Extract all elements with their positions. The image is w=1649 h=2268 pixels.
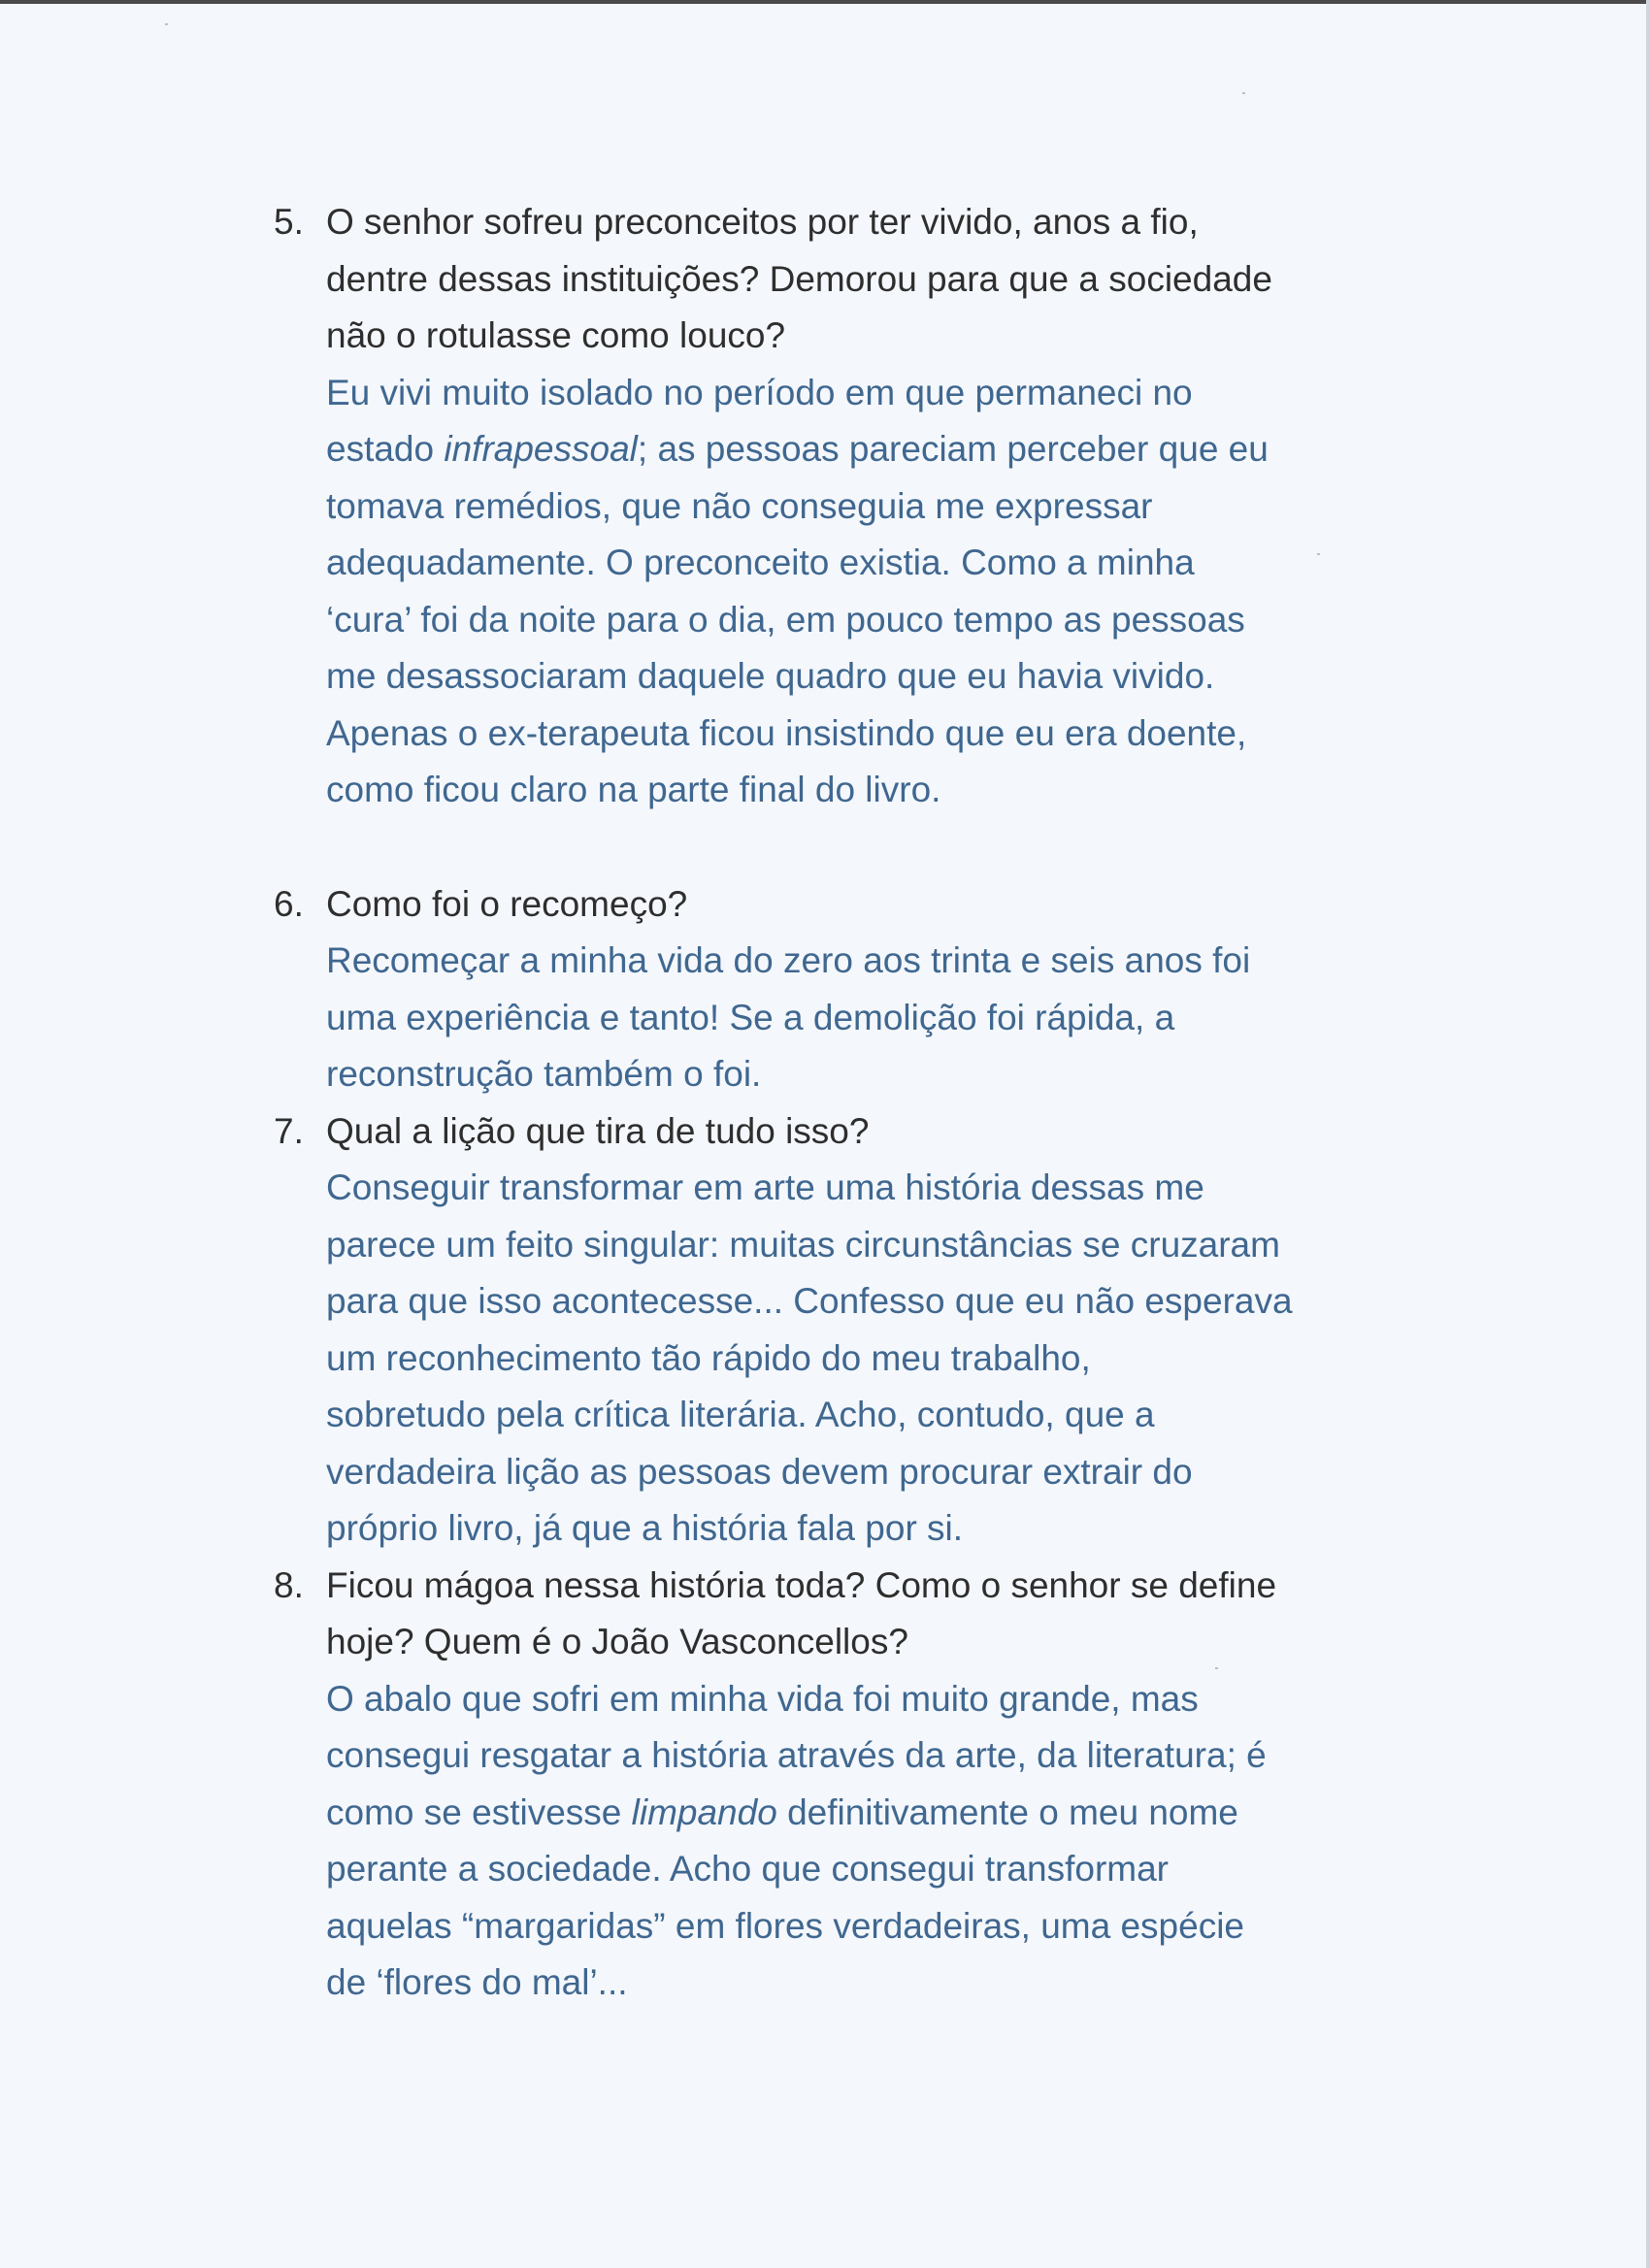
answer-line: Apenas o ex-terapeuta ficou insistindo que eu era doente, [326, 712, 1247, 753]
answer-line: uma experiência e tanto! Se a demolição foi rápida, a [326, 997, 1175, 1037]
question-line: Como foi o recomeço? [326, 883, 688, 924]
paragraph-gap [274, 819, 1400, 876]
item-number: 5. [274, 202, 304, 242]
answer-line: sobretudo pela crítica literária. Acho, contudo, que a [326, 1395, 1155, 1434]
answer-line: Eu vivi muito isolado no período em que permaneci no [326, 372, 1193, 412]
interview-item-7 [274, 1103, 1400, 1558]
item-number: 8. [274, 1564, 304, 1605]
answer-line: ‘cura’ foi da noite para o dia, em pouco tempo as pessoas [326, 599, 1245, 640]
answer-line: estado infrapessoal; as pessoas pareciam perceber que eu [326, 429, 1269, 469]
question-line: O senhor sofreu preconceitos por ter vivido, anos a fio, [326, 202, 1199, 242]
item-number: 6. [274, 883, 304, 924]
answer-line: verdadeira lição as pessoas devem procurar extrair do [326, 1451, 1193, 1492]
answer-line: reconstrução também o foi. [326, 1054, 762, 1094]
answer-line: tomava remédios, que não conseguia me expressar [326, 485, 1153, 526]
answer-line: perante a sociedade. Acho que consegui transformar [326, 1849, 1170, 1889]
question-line: dentre dessas instituições? Demorou para que a sociedade [326, 258, 1272, 299]
scan-top-edge [0, 0, 1649, 4]
answer-line: parece um feito singular: muitas circunstâncias se cruzaram [326, 1224, 1280, 1265]
interview-item-8 [274, 1558, 1400, 2012]
scan-speck [1242, 92, 1245, 94]
answer-line: como ficou claro na parte final do livro. [326, 770, 941, 809]
answer-line: consegui resgatar a história através da arte, da literatura; é [326, 1735, 1267, 1775]
answer-line: Recomeçar a minha vida do zero aos trinta e seis anos foi [326, 940, 1251, 980]
italic-term: limpando [631, 1791, 777, 1832]
answer-line: um reconhecimento tão rápido do meu trabalho, [326, 1337, 1091, 1378]
answer-line: aquelas “margaridas” em flores verdadeiras, uma espécie [326, 1905, 1244, 1946]
answer-line: Conseguir transformar em arte uma história dessas me [326, 1167, 1204, 1207]
interview-item-5 [274, 194, 1400, 819]
answer-line: adequadamente. O preconceito existia. Como a minha [326, 542, 1195, 582]
question-line: hoje? Quem é o João Vasconcellos? [326, 1622, 908, 1661]
question-line: Qual a lição que tira de tudo isso? [326, 1110, 870, 1151]
scan-speck [165, 23, 168, 25]
answer-line: O abalo que sofri em minha vida foi muito grande, mas [326, 1678, 1199, 1719]
answer-line: próprio livro, já que a história fala por si. [326, 1508, 964, 1548]
answer-line: de ‘flores do mal’... [326, 1962, 628, 2002]
interview-text [274, 194, 1400, 2012]
answer-line: me desassociaram daquele quadro que eu havia vivido. [326, 656, 1215, 696]
italic-term: infrapessoal [444, 429, 638, 469]
answer-line: para que isso acontecesse... Confesso que eu não esperava [326, 1281, 1293, 1321]
item-number: 7. [274, 1110, 304, 1151]
answer-line: como se estivesse limpando definitivamente o meu nome [326, 1791, 1238, 1832]
question-line: não o rotulasse como louco? [326, 315, 786, 355]
question-line: Ficou mágoa nessa história toda? Como o senhor se define [326, 1564, 1277, 1605]
interview-item-6 [274, 876, 1400, 1103]
